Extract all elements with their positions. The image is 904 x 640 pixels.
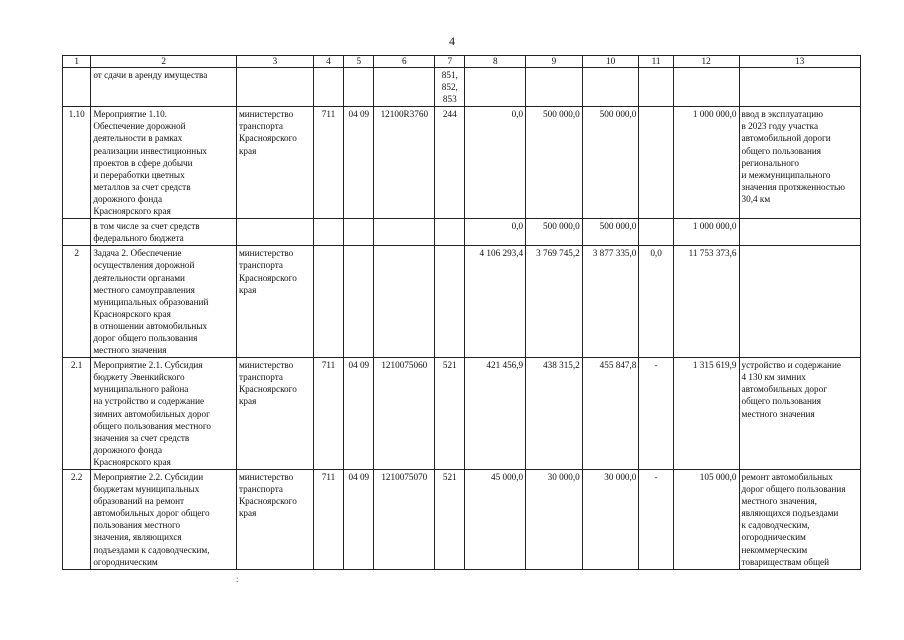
activity-name: Мероприятие 2.2. Субсидии бюджетам муниципальных образований на ремонт автомобильных дорог общего пользования местного значения, являющихся подъездами к садоводческим, огородническим (91, 470, 237, 570)
amount-col-11: - (639, 358, 673, 470)
grbs-code: 711 (313, 470, 343, 570)
amount-2023: 455 847,8 (582, 358, 639, 470)
amount-total: 11 753 373,6 (673, 246, 739, 358)
column-number-1: 1 (63, 56, 91, 68)
amount-2021 (465, 68, 526, 107)
expected-result: ремонт автомобильных дорог общего пользования местного значения, являющихся подъездами к садоводческим, огородническим некоммерческим товариществам общей (739, 470, 861, 570)
amount-total: 1 000 000,0 (673, 107, 739, 219)
target-article-code (374, 246, 435, 358)
table-row (63, 358, 861, 470)
column-number-9: 9 (526, 56, 583, 68)
program-activities-table (62, 55, 861, 570)
amount-col-11 (639, 219, 673, 246)
amount-2023: 500 000,0 (582, 219, 639, 246)
expected-result: устройство и содержание 4 130 км зимних автомобильных дорог общего пользования местного значения (739, 358, 861, 470)
expense-type-code: 851, 852, 853 (435, 68, 465, 107)
table-row (63, 246, 861, 358)
expense-type-code: 244 (435, 107, 465, 219)
administrator: министерство транспорта Красноярского края (236, 470, 313, 570)
target-article-code: 1210075060 (374, 358, 435, 470)
column-number-5: 5 (344, 56, 374, 68)
amount-col-11: - (639, 470, 673, 570)
amount-total: 1 315 619,9 (673, 358, 739, 470)
amount-col-11 (639, 68, 673, 107)
section-code (344, 68, 374, 107)
section-code: 04 09 (344, 358, 374, 470)
section-code: 04 09 (344, 107, 374, 219)
row-number: 2.2 (63, 470, 91, 570)
expense-type-code: 521 (435, 470, 465, 570)
section-code (344, 219, 374, 246)
row-number: 2 (63, 246, 91, 358)
activity-name: Мероприятие 2.1. Субсидия бюджету Эвенкийского муниципального района на устройство и содержание зимних автомобильных дорог общего пользования местного значения за счет средств дорожного фонда Красноярского края (91, 358, 237, 470)
section-code: 04 09 (344, 470, 374, 570)
table-row (63, 68, 861, 107)
amount-2023: 30 000,0 (582, 470, 639, 570)
column-number-8: 8 (465, 56, 526, 68)
grbs-code: 711 (313, 107, 343, 219)
target-article-code: 1210075070 (374, 470, 435, 570)
expense-type-code (435, 246, 465, 358)
amount-total: 1 000 000,0 (673, 219, 739, 246)
expected-result (739, 219, 861, 246)
stray-mark: : (236, 574, 239, 584)
table-row (63, 470, 861, 570)
amount-2023 (582, 68, 639, 107)
column-number-row (63, 56, 861, 68)
column-number-7: 7 (435, 56, 465, 68)
amount-2021: 4 106 293,4 (465, 246, 526, 358)
administrator: министерство транспорта Красноярского края (236, 107, 313, 219)
activity-name: от сдачи в аренду имущества (91, 68, 237, 107)
amount-2021: 45 000,0 (465, 470, 526, 570)
column-number-13: 13 (739, 56, 861, 68)
amount-2022: 500 000,0 (526, 107, 583, 219)
expense-type-code (435, 219, 465, 246)
row-number (63, 219, 91, 246)
activity-name: в том числе за счет средств федерального бюджета (91, 219, 237, 246)
amount-2023: 500 000,0 (582, 107, 639, 219)
amount-2022: 3 769 745,2 (526, 246, 583, 358)
expected-result: ввод в эксплуатацию в 2023 году участка автомобильной дороги общего пользования регионального и межмуниципального значения протяженностью 30,4 км (739, 107, 861, 219)
administrator (236, 68, 313, 107)
column-number-3: 3 (236, 56, 313, 68)
amount-2021: 421 456,9 (465, 358, 526, 470)
amount-col-11 (639, 107, 673, 219)
amount-total (673, 68, 739, 107)
amount-2022: 500 000,0 (526, 219, 583, 246)
row-number: 2.1 (63, 358, 91, 470)
amount-2022 (526, 68, 583, 107)
administrator (236, 219, 313, 246)
row-number (63, 68, 91, 107)
column-number-12: 12 (673, 56, 739, 68)
amount-2023: 3 877 335,0 (582, 246, 639, 358)
administrator: министерство транспорта Красноярского края (236, 246, 313, 358)
page-number: 4 (449, 34, 455, 48)
amount-2021: 0,0 (465, 219, 526, 246)
target-article-code (374, 219, 435, 246)
grbs-code (313, 219, 343, 246)
column-number-11: 11 (639, 56, 673, 68)
column-number-2: 2 (91, 56, 237, 68)
column-number-6: 6 (374, 56, 435, 68)
expected-result (739, 68, 861, 107)
table-row (63, 107, 861, 219)
amount-2022: 30 000,0 (526, 470, 583, 570)
row-number: 1.10 (63, 107, 91, 219)
activity-name: Задача 2. Обеспечение осуществления дорожной деятельности органами местного самоуправления муниципальных образований Красноярского края в отношении автомобильных дорог общего пользования местного значения (91, 246, 237, 358)
column-number-4: 4 (313, 56, 343, 68)
column-number-10: 10 (582, 56, 639, 68)
grbs-code (313, 68, 343, 107)
amount-col-11: 0,0 (639, 246, 673, 358)
grbs-code (313, 246, 343, 358)
table-row (63, 219, 861, 246)
amount-total: 105 000,0 (673, 470, 739, 570)
amount-2021: 0,0 (465, 107, 526, 219)
grbs-code: 711 (313, 358, 343, 470)
activity-name: Мероприятие 1.10. Обеспечение дорожной деятельности в рамках реализации инвестиционных проектов в сфере добычи и переработки цветных металлов за счет средств дорожного фонда Красноярского края (91, 107, 237, 219)
target-article-code (374, 68, 435, 107)
section-code (344, 246, 374, 358)
expense-type-code: 521 (435, 358, 465, 470)
expected-result (739, 246, 861, 358)
target-article-code: 12100R3760 (374, 107, 435, 219)
amount-2022: 438 315,2 (526, 358, 583, 470)
administrator: министерство транспорта Красноярского края (236, 358, 313, 470)
